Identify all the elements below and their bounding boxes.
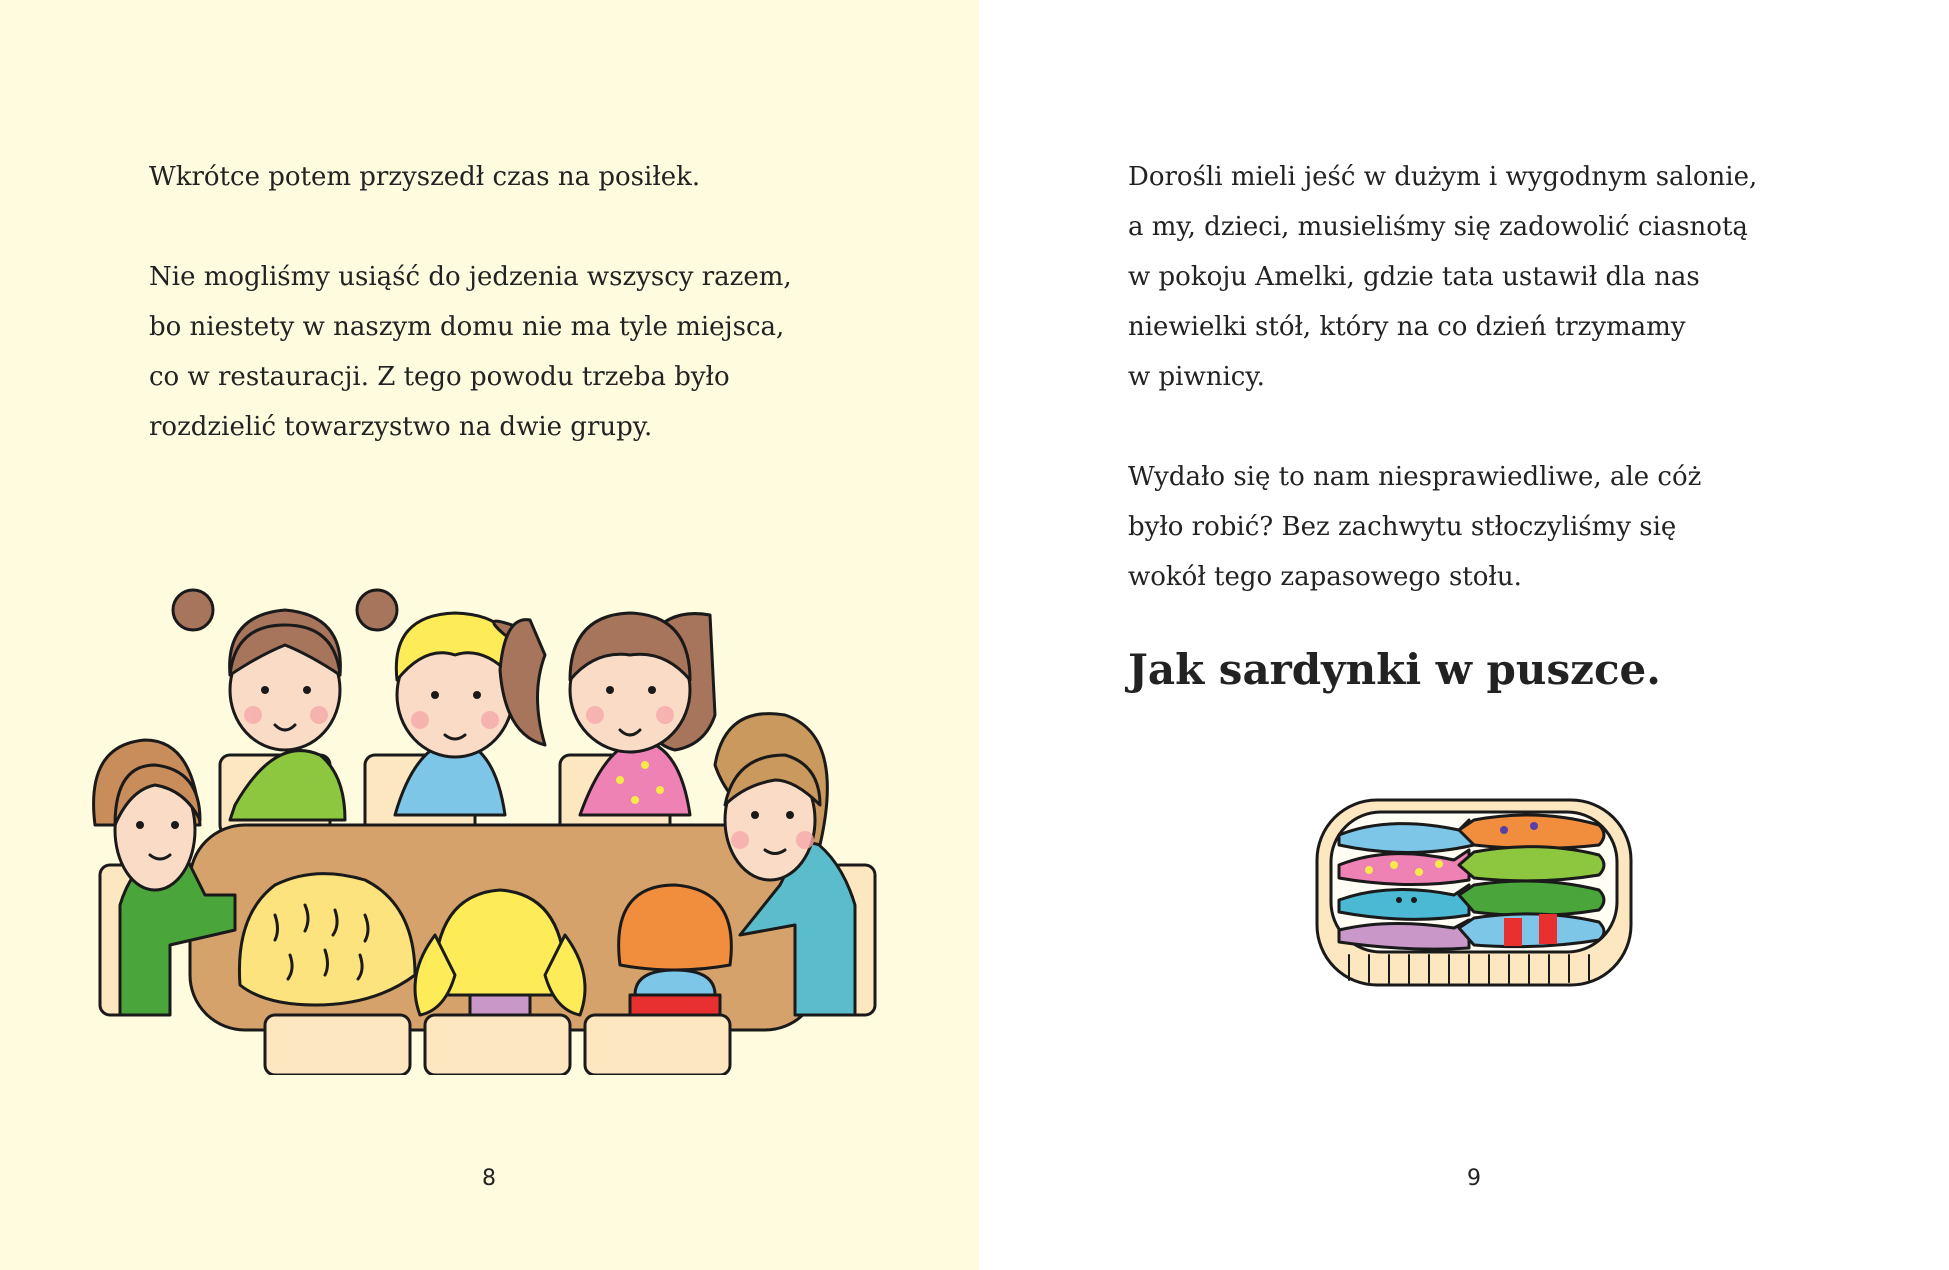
chapter-heading: Jak sardynki w puszce.: [1128, 645, 1661, 694]
text-line: Nie mogliśmy usiąść do jedzenia wszyscy razem,: [149, 262, 792, 292]
paragraph: [149, 252, 869, 452]
text-line: a my, dzieci, musieliśmy się zadowolić ciasnotą: [1128, 212, 1748, 242]
text-line: niewielki stół, który na co dzień trzymamy: [1128, 312, 1686, 342]
text-line: w piwnicy.: [1128, 362, 1265, 392]
paragraph: [149, 152, 869, 202]
sardine-can-illustration: [1309, 790, 1639, 995]
text-line: było robić? Bez zachwytu stłoczyliśmy się: [1128, 512, 1677, 542]
paragraph: [1128, 152, 1848, 402]
right-text: [1128, 152, 1848, 652]
text-line: w pokoju Amelki, gdzie tata ustawił dla nas: [1128, 262, 1700, 292]
left-text: [149, 152, 869, 502]
text-line: Wkrótce potem przyszedł czas na posiłek.: [149, 162, 701, 192]
text-line: bo niestety w naszym domu nie ma tyle miejsca,: [149, 312, 785, 342]
paragraph: [1128, 452, 1848, 602]
right-page: [979, 0, 1949, 1270]
page-number: 9: [1467, 1166, 1481, 1191]
page-number: 8: [482, 1166, 496, 1191]
text-line: rozdzielić towarzystwo na dwie grupy.: [149, 412, 653, 442]
text-line: wokół tego zapasowego stołu.: [1128, 562, 1522, 592]
text-line: Dorośli mieli jeść w dużym i wygodnym salonie,: [1128, 162, 1758, 192]
text-line: Wydało się to nam niesprawiedliwe, ale cóż: [1128, 462, 1702, 492]
text-line: co w restauracji. Z tego powodu trzeba było: [149, 362, 730, 392]
children-at-table-illustration: [75, 575, 905, 1075]
